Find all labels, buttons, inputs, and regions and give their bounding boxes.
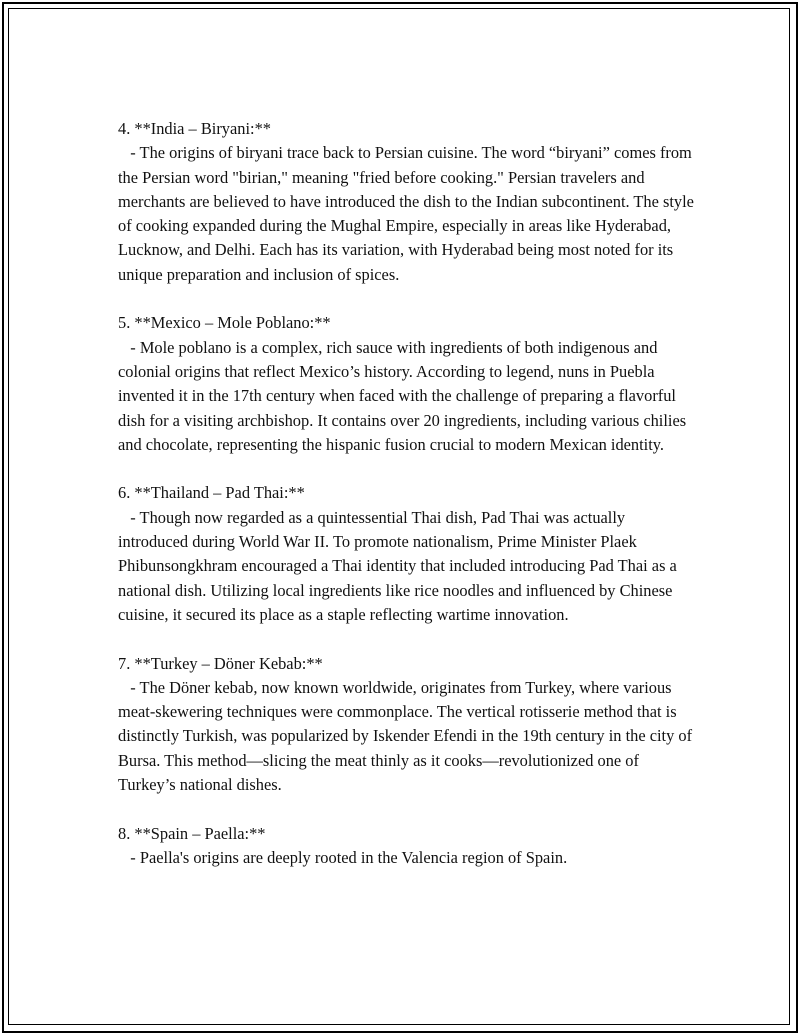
- section-heading: 5. **Mexico – Mole Poblano:**: [118, 313, 331, 333]
- section-mexico-mole-poblano: [118, 311, 698, 457]
- section-heading: 8. **Spain – Paella:**: [118, 823, 266, 843]
- document-body: [118, 117, 698, 895]
- section-paragraph: - Mole poblano is a complex, rich sauce with ingredients of both indigenous and colonial origins that reflect Mexico’s history. According to legend, nuns in Puebla invented it in the 17th century when faced with the challenge of preparing a flavorful dish for a visiting archbishop. It contains over 20 ingredients, including various chilies and chocolate, representing the hispanic fusion crucial to modern Mexican identity.: [118, 337, 691, 454]
- section-paragraph: - The origins of biryani trace back to Persian cuisine. The word “biryani” comes from the Persian word "birian," meaning "fried before cooking." Persian travelers and merchants are believed to have introduced the dish to the Indian subcontinent. The style of cooking expanded during the Mughal Empire, especially in areas like Hyderabad, Lucknow, and Delhi. Each has its variation, with Hyderabad being most noted for its unique preparation and inclusion of spices.: [118, 143, 699, 284]
- section-india-biryani: [118, 117, 698, 287]
- section-heading: 7. **Turkey – Döner Kebab:**: [118, 653, 323, 673]
- section-paragraph: - Though now regarded as a quintessential Thai dish, Pad Thai was actually introduced during World War II. To promote nationalism, Prime Minister Plaek Phibunsongkhram encouraged a Thai identity that included introducing Pad Thai as a national dish. Utilizing local ingredients like rice noodles and influenced by Chinese cuisine, it secured its place as a staple reflecting wartime innovation.: [118, 507, 681, 624]
- section-thailand-pad-thai: [118, 481, 698, 627]
- section-turkey-doner-kebab: [118, 652, 698, 798]
- section-paragraph: - The Döner kebab, now known worldwide, originates from Turkey, where various meat-skewering techniques were commonplace. The vertical rotisserie method that is distinctly Turkish, was popularized by Iskender Efendi in the 19th century in the city of Bursa. This method—slicing the meat thinly as it cooks—revolutionized one of Turkey’s national dishes.: [118, 677, 697, 795]
- section-paragraph: - Paella's origins are deeply rooted in the Valencia region of Spain.: [118, 847, 568, 867]
- section-heading: 6. **Thailand – Pad Thai:**: [118, 483, 305, 503]
- section-heading: 4. **India – Biryani:**: [118, 119, 271, 138]
- section-spain-paella: [118, 822, 698, 871]
